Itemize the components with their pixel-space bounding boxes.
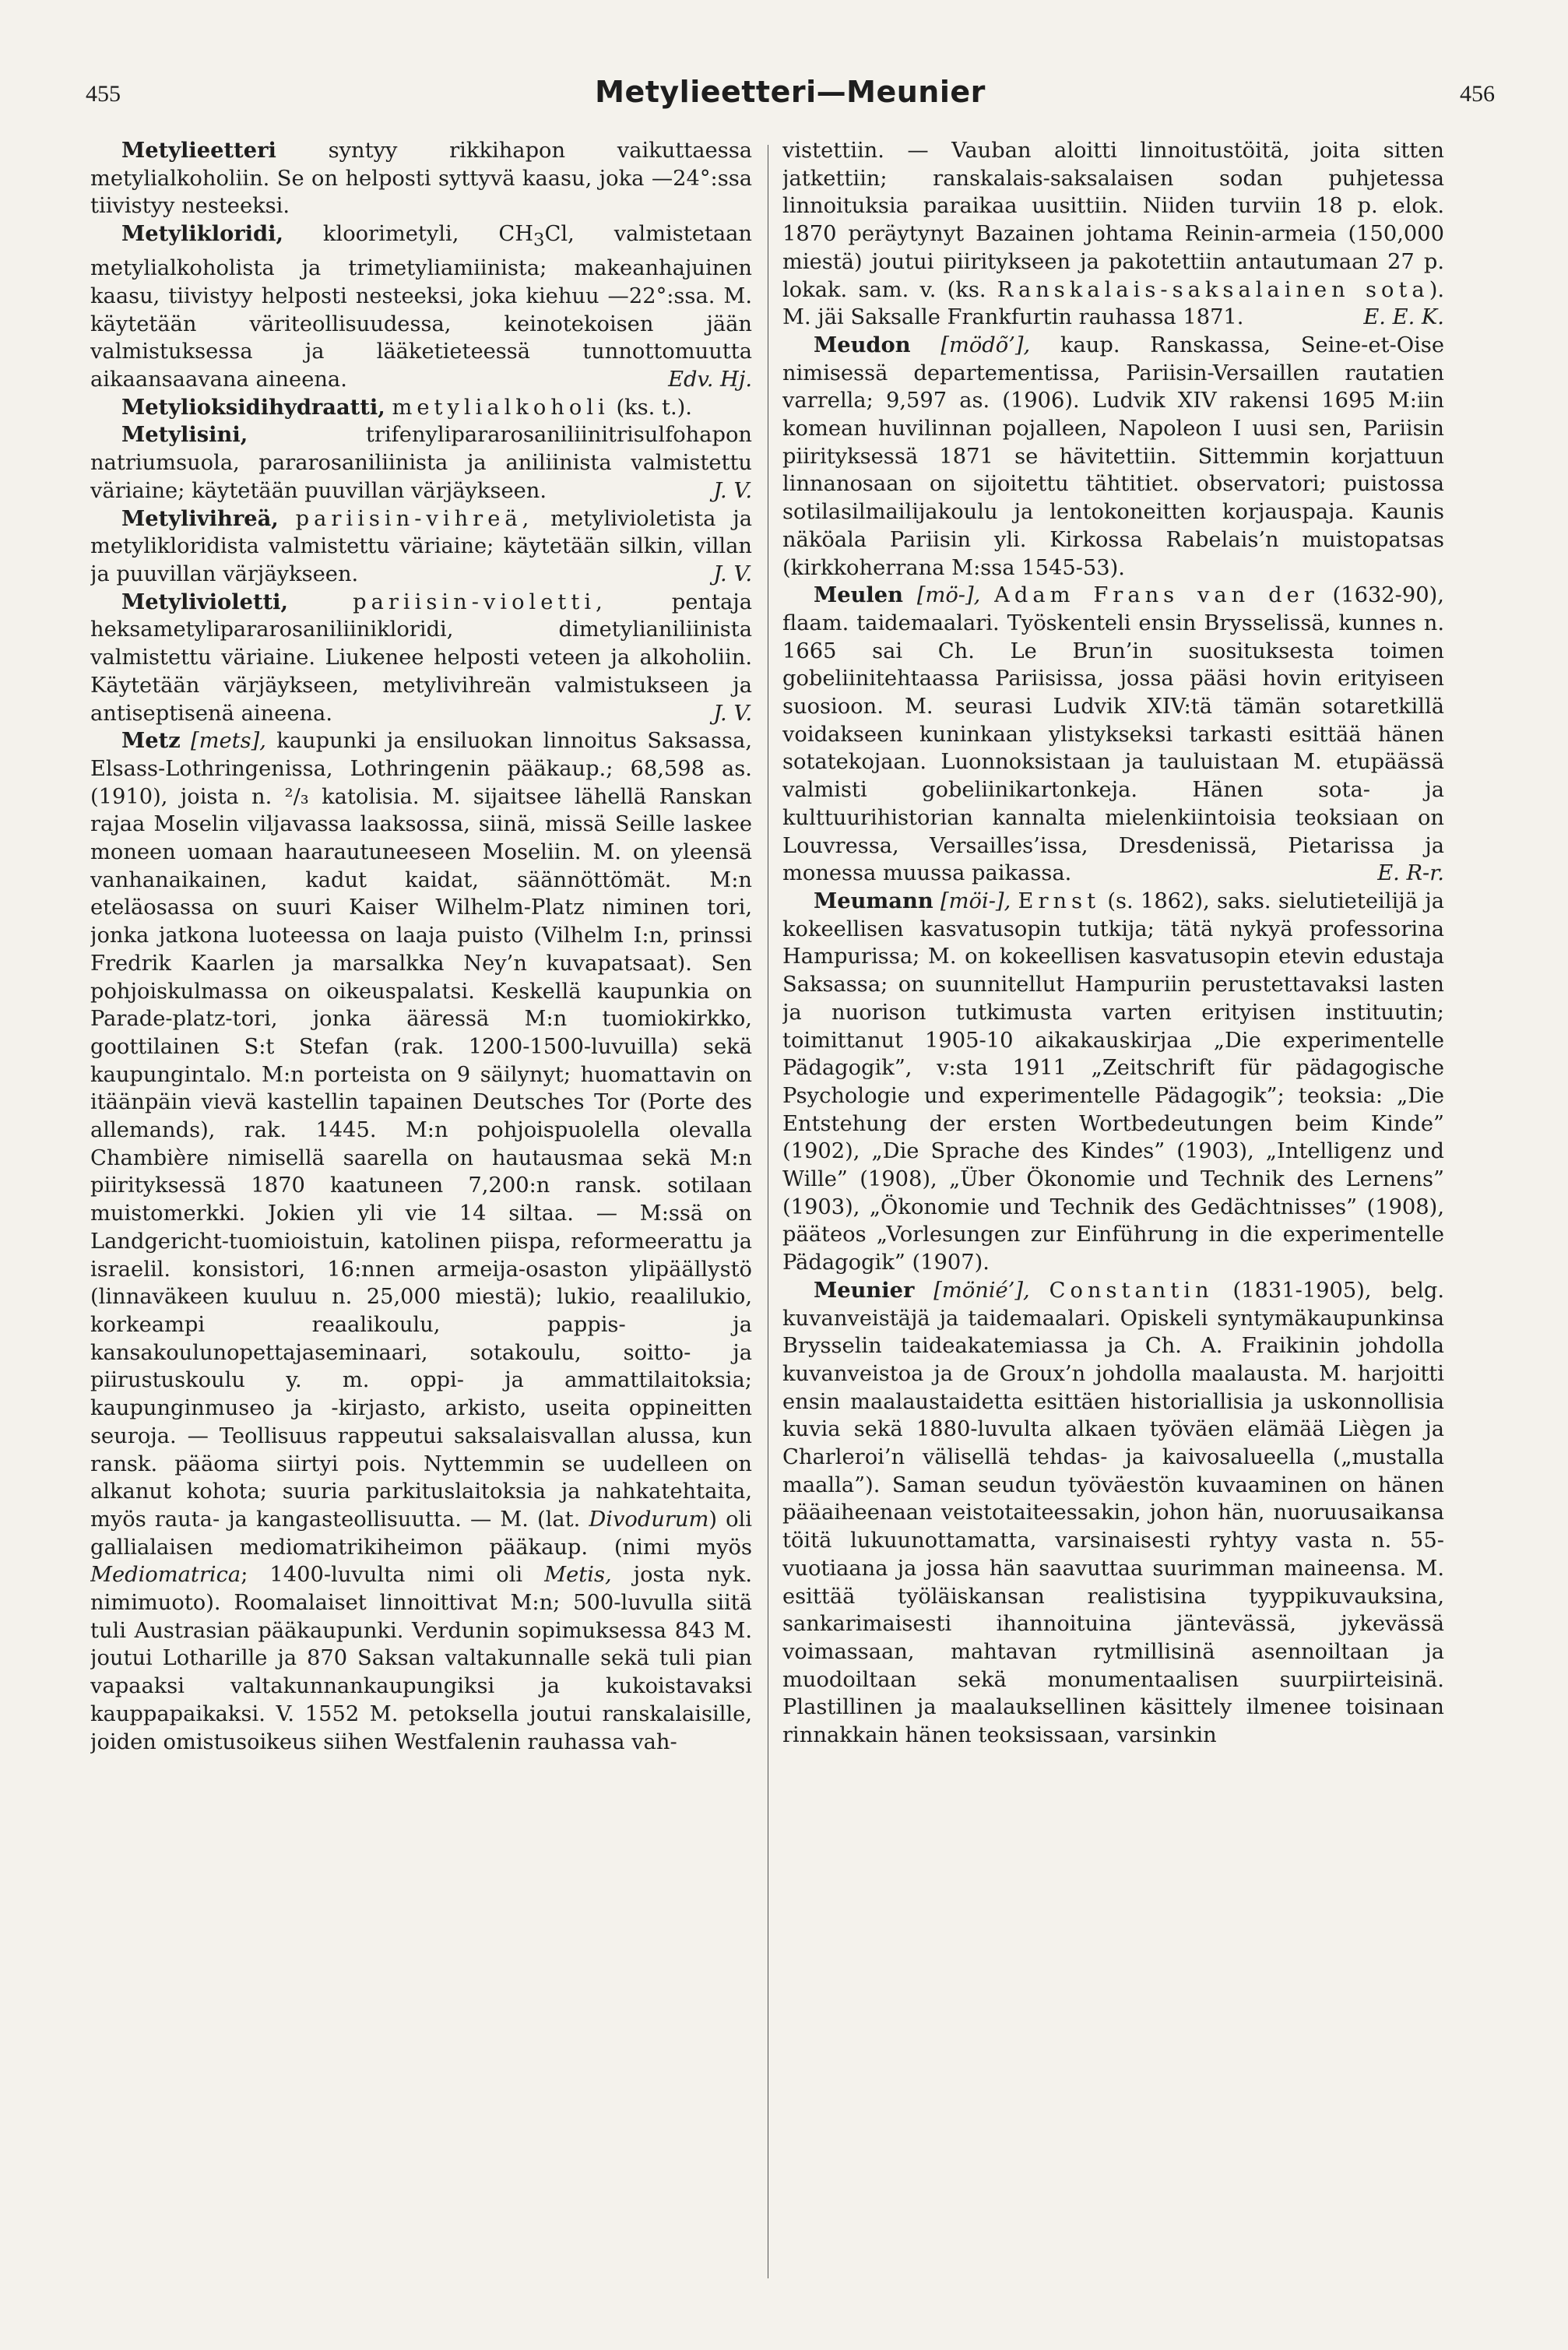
entry-text: ) oli gallialaisen mediomatrikiheimon pääkaup. (nimi myös — [90, 1507, 752, 1560]
entry-text: pentaja heksametylipararosaniliinikloridi, dimetylianiliinista valmistettu väriaine. Liukenee helposti veteen ja alkoholiin. Käytetään värjäykseen, metylivihreän valmistukseen ja antiseptisenä aineena. — [90, 589, 752, 726]
right-column — [782, 137, 1444, 2302]
left-column — [90, 137, 752, 2302]
headword: Metylisini, — [121, 422, 248, 448]
entry-text: ). M. jäi Saksalle Frankfurtin rauhassa 1871. — [782, 277, 1444, 330]
person-name: Adam Frans van der — [994, 583, 1319, 608]
latin-name: Mediomatrica — [90, 1563, 241, 1588]
page-header — [86, 75, 1495, 121]
entry-text: kloorimetyli, CH — [283, 222, 534, 247]
author-signature: E. R-r. — [1377, 861, 1444, 886]
person-name: Constantin — [1049, 1278, 1214, 1303]
entry-text: vistettiin. — Vauban aloitti linnoitustöitä, joita sitten jatkettiin; ranskalais-saksalaisen sodan puhjetessa linnoituksia paraikaa uusittiin. Niiden turviin 18 p. elok. 1870 peräytynyt Bazainen johtama Reinin-armeia (150,000 miestä) joutui piiritykseen ja pakotettiin antautumaan 27 p. lokak. sam. v. (ks. — [782, 139, 1444, 302]
entry-text: josta nyk. nimimuoto). Roomalaiset linnoittivat M:n; 500-luvulla siitä tuli Austrasian pääkaupunki. Verdunin sopimuksessa 843 M. joutui Lotharille ja 870 Saksan valtakunnalle sekä tuli pian vapaaksi valtakunnankaupungiksi ja kukoistavaksi kauppapaikaksi. V. 1552 M. petoksella joutui ranskalaisille, joiden omistusoikeus siihen Westfalenin rauhassa vah- — [90, 1563, 752, 1754]
author-signature: J. V. — [713, 701, 752, 726]
entry-text: katolisia. M. sijaitsee lähellä Ranskan rajaa Moselin viljavassa laaksossa, siinä, missä Seille laskee moneen uomaan haarautuneeseen Moseliin. M. on yleensä vanhanaikainen, kadut kaidat, säännöttömät. M:n eteläosassa on suuri Kaiser Wilhelm-Platz niminen tori, jonka jatkona luoteessa on laaja puisto (Vilhelm I:n, prinssi Fredrik Kaarlen ja marsalkka Ney’n kuvapatsaat). Sen pohjoiskulmassa on oikeuspalatsi. Keskellä kaupunkia on Parade-platz-tori, jonka ääressä M:n tuomiokirkko, goottilainen S:t Stefan (rak. 1200-1500-luvuilla) sekä kaupungintalo. M:n porteista on 9 säilynyt; huomattavin on itäänpäin vievä kastellin tapainen Deutsches Tor (Porte des allemands), rak. 1445. M:n pohjoispuolella olevalla Chambière nimisellä saarella on hautausmaa sekä M:n piirityksessä 1870 kaatuneen 7,200:n ransk. sotilaan muistomerkki. Jokien yli vie 14 siltaa. — M:ssä on Landgericht-tuomioistuin, katolinen piispa, reformeerattu ja israelil. konsistori, 16:nnen armeija-osaston ylipäällystö (linnaväkeen kuuluu n. 25,000 miestä); lukio, reaalilukio, korkeampi reaalikoulu, pappis- ja kansakoulunopettajaseminaari, sotakoulu, soitto- ja piirustuskoulu y. m. oppi- ja ammattilaitoksia; kaupunginmuseo ja -kirjasto, arkisto, useita oppineitten seuroja. — Teollisuus rappeutui saksalaisvallan alussa, kun ransk. pääoma siirtyi pois. Nyttemmin se uudelleen on alkanut kohota; suuria parkituslaitoksia ja nahkatehtaita, myös rauta- ja kangasteollisuutta. — M. (lat. — [90, 784, 752, 1532]
fraction: ²/₃ — [284, 784, 309, 809]
entry-metylikloridi — [90, 220, 752, 394]
entry-text: syntyy rikkihapon vaikuttaessa metylialkoholiin. Se on helposti syttyvä kaasu, joka —24°:ssa tiivistyy nesteeksi. — [90, 139, 752, 219]
entry-metylioksidihydraatti — [90, 394, 752, 422]
entry-text: (s. 1862), saks. sielutieteilijä ja kokeellisen kasvatusopin tutkija; tätä nykyä professorina Hampurissa; M. on kokeellisen kasvatusopin etevin edustaja Saksassa; on suunnitellut Hampuriin perustettavaksi lasten ja nuorison tutkimusta varten erityisen instituutin; toimittanut 1905-10 aikakauskirjaa „Die experimentelle Pädagogik”, v:sta 1911 „Zeitschrift für pädagogische Psychologie und experimentelle Pädagogik”; teoksia: „Die Entstehung der ersten Wortbedeutungen beim Kinde” (1902), „Die Sprache des Kindes” (1903), „Intelligenz und Wille” (1908), „Über Ökonomie und Technik des Lernens” (1903), „Ökonomie und Technik des Gedächtnisses” (1908), pääteos „Vorlesungen zur Einführung in die experimentelle Pädagogik” (1907). — [782, 888, 1444, 1275]
entry-metz-continued — [782, 137, 1444, 332]
author-signature: Edv. Hj. — [668, 368, 752, 392]
cross-reference: Ranskalais-saksalainen sota — [997, 277, 1429, 302]
entry-metz — [90, 727, 752, 1756]
cross-reference: metylialkoholi — [392, 395, 610, 420]
pronunciation: [mets], — [190, 729, 266, 754]
entry-text: kaup. Ranskassa, Seine-et-Oise nimisessä departementissa, Pariisin-Versaillen rautatien varrella; 9,597 as. (1906). Ludvik XIV rakensi 1695 M:iin komean huvilinnan pojalleen, Napoleon I uusi sen, Pariisin piirityksessä 1871 se hävitettiin. Sittemmin korjattuun linnanosaan on sijoitettu tähtitiet. observatori; puistossa sotilasilmailijakoulu ja lentokoneitten korjauspaja. Kaunis näköala Pariisin yli. Kirkossa Rabelais’n muistopatsas (kirkkoherrana M:ssa 1545-53). — [782, 332, 1444, 580]
pronunciation: [mödõ’], — [940, 332, 1031, 357]
headword: Metylieetteri — [121, 138, 276, 163]
headword: Metylioksidihydraatti, — [121, 394, 385, 420]
latin-name: Divodurum — [589, 1507, 709, 1532]
entry-metylieetteri — [90, 137, 752, 220]
headword: Meudon — [814, 332, 911, 357]
running-title: Metylieetteri—Meunier — [595, 75, 986, 109]
entry-meudon — [782, 332, 1444, 582]
headword: Metylikloridi, — [121, 221, 283, 247]
latin-name: Metis, — [544, 1563, 612, 1588]
headword: Meumann — [814, 888, 933, 913]
headword: Metylivioletti, — [121, 589, 289, 614]
entry-metylisini — [90, 421, 752, 505]
entry-meulen — [782, 582, 1444, 888]
page-number-right: 456 — [1460, 81, 1495, 107]
entry-metylivihrea — [90, 505, 752, 589]
entry-metylivioletti — [90, 589, 752, 728]
entry-text: Cl, valmistetaan metylialkoholista ja trimetyliamiinista; makeanhajuinen kaasu, tiivistyy helposti nesteeksi, joka kiehuu —22°:ssa. M. käytetään väriteollisuudessa, keinotekoisen jään valmistuksessa ja lääketieteessä tunnottomuutta aikaansaavana aineena. — [90, 222, 752, 392]
entry-meumann — [782, 888, 1444, 1277]
page-number-left: 455 — [86, 81, 121, 107]
person-name: Ernst — [1018, 888, 1101, 913]
headword: Metylivihreä, — [121, 505, 279, 531]
entry-text: (1632-90), flaam. taidemaalari. Työskenteli ensin Brysselissä, kunnes n. 1665 sai Ch. Le Brun’in suosituksesta toimen gobeliinitehtaassa Pariisissa, jossa pääsi hovin erityiseen suosioon. M. seurasi Ludvik XIV:tä tämän sotaretkillä voidakseen kuninkaan ylistykseksi tarkasti esittää hänen sotatekojaan. Luonnoksistaan ja tauluistaan M. etupäässä valmisti gobeliinikartonkeja. Hänen sota- ja kulttuurihistorian kannalta mielenkiintoisia teoksiaan on Louvressa, Versailles’issa, Dresdenissä, Pietarissa ja monessa muussa paikassa. — [782, 583, 1444, 886]
headword: Metz — [121, 728, 181, 754]
entry-text: metylivioletista ja metylikloridista valmistettu väriaine; käytetään silkin, villan ja puuvillan värjäykseen. — [90, 506, 752, 586]
synonym: pariisin-violetti, — [353, 589, 607, 614]
synonym: pariisin-vihreä, — [295, 506, 534, 531]
author-signature: J. V. — [713, 562, 752, 586]
entry-text: (1831-1905), belg. kuvanveistäjä ja taidemaalari. Opiskeli syntymäkaupunkinsa Brysselin taideakatemiassa ja Ch. A. Fraikinin johdolla kuvanveistoa ja de Groux’n johdolla maalausta. M. harjoitti ensin maalaustaidetta esittäen historiallisia ja uskonnollisia kuvia sekä 1880-luvulta alkaen työväen elämää Liègen ja Charleroi’n välisellä tehdas- ja kaivosalueella („mustalla maalla”). Saman seudun työväestön kuvaaminen on hänen pääaiheenaan veistotaiteessakin, johon hän, nuoruusaikansa töitä lukuunottamatta, varsinaisesti ryhtyy vasta n. 55-vuotiaana ja jossa hän saavuttaa suurimman maineensa. M. esittää työläiskansan realistisina tyyppikuvauksina, sankarimaisesti ihannoituina jäntevässä, jykevässä voimassaan, mahtavan rytmillisinä asennoiltaan ja muodoiltaan sekä monumentaalisen suurpiirteisinä. Plastillinen ja maalauksellinen käsittely ilmenee toisinaan rinnakkain hänen teoksissaan, varsinkin — [782, 1278, 1444, 1748]
headword: Meunier — [814, 1277, 915, 1303]
author-signature: E. E. K. — [1363, 305, 1444, 330]
pronunciation: [mö-], — [916, 583, 981, 608]
pronunciation: [möi-], — [940, 888, 1011, 913]
entry-text: trifenylipararosaniliinitrisulfohapon natriumsuola, pararosaniliinista ja aniliinista valmistettu väriaine; käytetään puuvillan värjäykseen. — [90, 423, 752, 503]
headword: Meulen — [814, 582, 904, 608]
entry-text: kaupunki ja ensiluokan linnoitus Saksassa, Elsass-Lothringenissa, Lothringenin pääkaup.; 68,598 as. (1910), joista n. — [90, 729, 752, 809]
author-signature: J. V. — [713, 478, 752, 503]
subscript: 3 — [533, 230, 545, 251]
entry-text: (ks. t.). — [609, 395, 692, 420]
entry-text: ; 1400-luvulta nimi oli — [241, 1563, 545, 1588]
entry-meunier — [782, 1277, 1444, 1750]
pronunciation: [mönié’], — [933, 1278, 1030, 1303]
